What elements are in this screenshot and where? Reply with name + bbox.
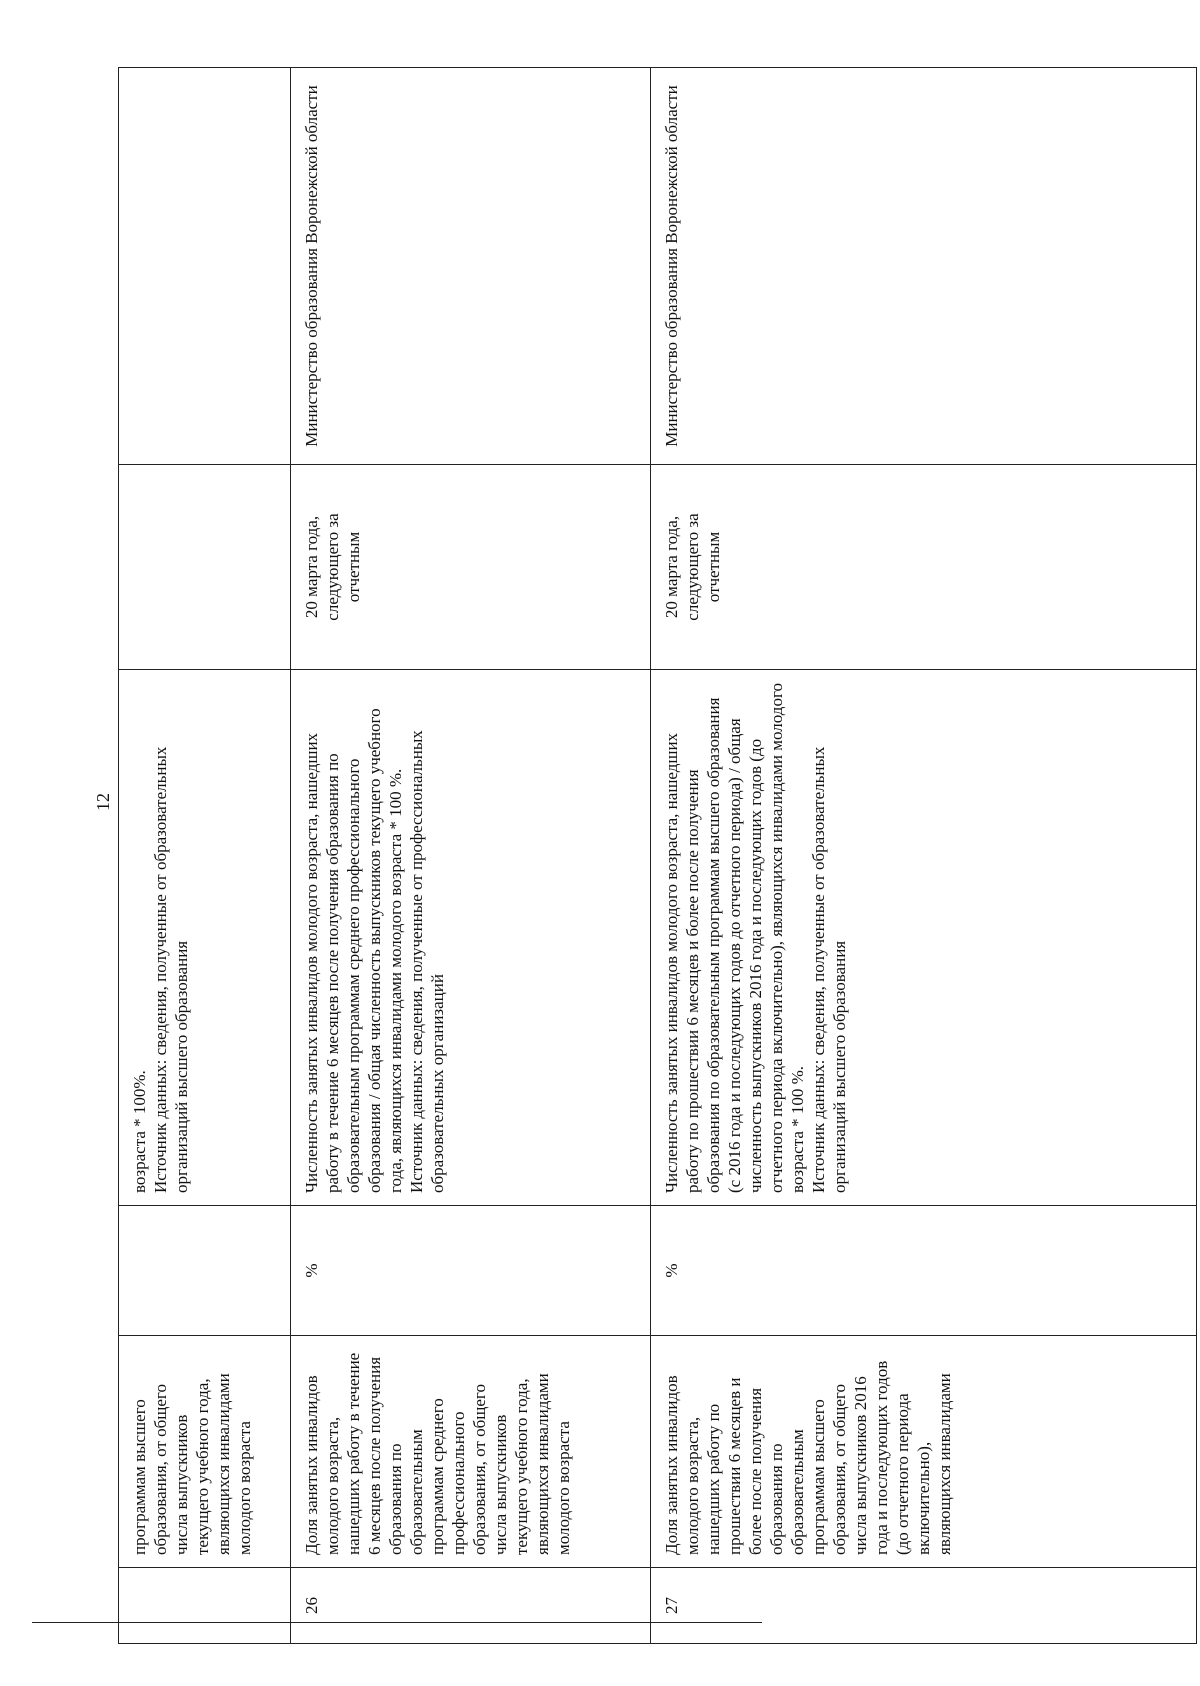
table-row <box>651 68 1197 1644</box>
deadline: 20 марта года, следующего за отчетным <box>651 465 1197 670</box>
calculation-method <box>651 670 1197 1206</box>
deadline: 20 марта года, следующего за отчетным <box>291 465 651 670</box>
table-row <box>291 68 651 1644</box>
indicator-table <box>118 67 1197 1644</box>
responsible-body: Министерство образования Воронежской области <box>291 68 651 465</box>
responsible-body: Министерство образования Воронежской области <box>651 68 1197 465</box>
deadline <box>119 465 291 670</box>
indicator-name: Доля занятых инвалидов молодого возраста, нашедших работу по прошествии 6 месяцев и более после получения образования по образовательным программам высшего образования, от общего числа выпускников 2016 года и последующих годов (до отчетного периода включительно), являющихся инвалидами <box>651 1336 1197 1568</box>
method-formula: Численность занятых инвалидов молодого возраста, нашедших работу по прошествии 6 месяцев и более после получения образования по образовательным программам высшего образования (с 2016 года и последующих годов до отчетного периода) / общая численность выпускников 2016 года и последующих годов (до отчетного периода включительно), являющихся инвалидами молодого возраста * 100 %. <box>662 683 807 1193</box>
method-source: Источник данных: сведения, полученные от образовательных организаций высшего образования <box>809 746 849 1193</box>
method-formula: возраста * 100%. <box>130 1070 149 1193</box>
method-source: Источник данных: сведения, полученные от образовательных организаций высшего образования <box>151 746 191 1193</box>
row-number: 27 <box>651 1568 1197 1644</box>
indicator-name: Доля занятых инвалидов молодого возраста, нашедших работу в течение 6 месяцев после получения образования по образовательным программам среднего профессионального образования, от общего числа выпускников текущего учебного года, являющихся инвалидами молодого возраста <box>291 1336 651 1568</box>
indicator-name: программам высшего образования, от общего числа выпускников текущего учебного года, являющихся инвалидами молодого возраста <box>119 1336 291 1568</box>
method-formula: Численность занятых инвалидов молодого возраста, нашедших работу в течение 6 месяцев после получения образования по образовательным программам среднего профессионального образования / общая численность выпускников текущего учебного года, являющихся инвалидами молодого возраста * 100 %. <box>302 708 405 1193</box>
unit-of-measure <box>119 1206 291 1336</box>
row-number <box>119 1568 291 1644</box>
calculation-method <box>119 670 291 1206</box>
responsible-body <box>119 68 291 465</box>
unit-of-measure: % <box>291 1206 651 1336</box>
calculation-method <box>291 670 651 1206</box>
unit-of-measure: % <box>651 1206 1197 1336</box>
indicator-table-wrapper <box>118 68 1196 1644</box>
table-row <box>119 68 291 1644</box>
page-number: 12 <box>93 793 113 811</box>
method-source: Источник данных: сведения, полученные от профессиональных образовательных организаций <box>407 730 447 1193</box>
footer-divider <box>32 1622 762 1623</box>
row-number: 26 <box>291 1568 651 1644</box>
